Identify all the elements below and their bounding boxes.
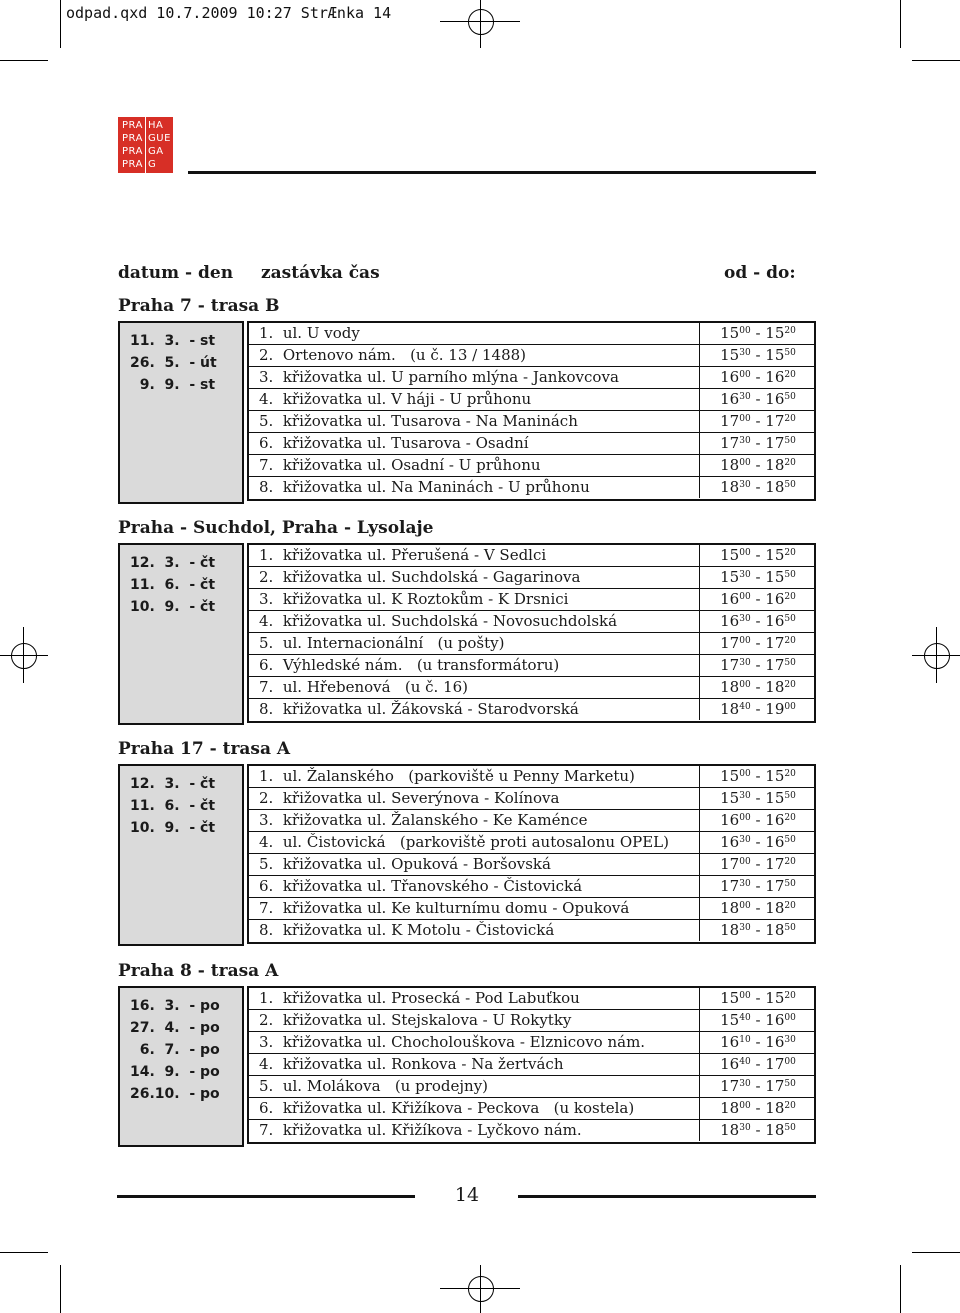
table-row [249, 766, 814, 788]
time-to-hour: 18 [765, 456, 785, 474]
time-to-minute: 20 [784, 592, 796, 602]
time-range: $17^{00} - 17^{20}$ [699, 633, 816, 654]
time-range: $16^{40} - 17^{00}$ [699, 1054, 816, 1075]
table-row [249, 611, 814, 633]
table-row [249, 345, 814, 367]
time-from-hour: 18 [720, 678, 740, 696]
time-to-hour: 17 [765, 1055, 785, 1073]
time-to-hour: 15 [765, 346, 785, 364]
time-to-hour: 17 [765, 412, 785, 430]
time-from-minute: 00 [739, 414, 751, 424]
footer-rule-left [117, 1195, 415, 1198]
time-from-minute: 00 [739, 370, 751, 380]
time-from-hour: 16 [720, 590, 740, 608]
time-from-minute: 30 [739, 835, 751, 845]
time-to-hour: 18 [765, 678, 785, 696]
date-line: 10. 9. - čt [130, 820, 216, 836]
stop-name: 4. křižovatka ul. Ronkova - Na žertvách [259, 1055, 564, 1073]
table-row [249, 876, 814, 898]
time-to-hour: 16 [765, 811, 785, 829]
time-from-hour: 18 [720, 921, 740, 939]
time-from-hour: 18 [720, 899, 740, 917]
time-from-minute: 30 [739, 614, 751, 624]
page-number: 14 [454, 1184, 480, 1206]
time-range: $15^{30} - 15^{50}$ [699, 567, 816, 588]
time-from-hour: 15 [720, 546, 740, 564]
time-to-minute: 50 [784, 614, 796, 624]
table-row [249, 699, 814, 721]
date-box [118, 543, 244, 725]
time-range: $16^{30} - 16^{50}$ [699, 832, 816, 853]
crop-mark [912, 60, 960, 61]
time-to-hour: 17 [765, 855, 785, 873]
date-line: 14. 9. - po [130, 1064, 220, 1080]
time-from-minute: 00 [739, 1101, 751, 1111]
time-to-minute: 20 [784, 680, 796, 690]
time-to-hour: 16 [765, 612, 785, 630]
table-row [249, 988, 814, 1010]
header-stop-time: zastávka čas [261, 263, 380, 283]
stop-name: 7. křižovatka ul. Křižíkova - Lyčkovo nám. [259, 1121, 582, 1139]
time-from-hour: 18 [720, 456, 740, 474]
stop-name: 3. křižovatka ul. U parního mlýna - Jankovcova [259, 368, 619, 386]
section-title: Praha 7 - trasa B [118, 296, 280, 316]
date-line: 9. 9. - st [130, 377, 216, 393]
time-range: $17^{30} - 17^{50}$ [699, 1076, 816, 1097]
time-from-hour: 15 [720, 324, 740, 342]
time-from-hour: 16 [720, 390, 740, 408]
schedule-table [247, 764, 816, 944]
time-to-minute: 20 [784, 991, 796, 1001]
time-to-minute: 50 [784, 480, 796, 490]
stop-name: 2. křižovatka ul. Stejskalova - U Rokytky [259, 1011, 572, 1029]
time-to-minute: 50 [784, 835, 796, 845]
time-to-hour: 15 [765, 324, 785, 342]
crop-mark [60, 0, 61, 48]
time-to-minute: 20 [784, 1101, 796, 1111]
table-row [249, 1054, 814, 1076]
section-title: Praha - Suchdol, Praha - Lysolaje [118, 518, 434, 538]
time-range: $15^{00} - 15^{20}$ [699, 323, 816, 344]
time-to-hour: 16 [765, 390, 785, 408]
time-from-hour: 17 [720, 656, 740, 674]
time-range: $15^{40} - 16^{00}$ [699, 1010, 816, 1031]
date-line: 6. 7. - po [130, 1042, 220, 1058]
crop-mark [0, 1252, 48, 1253]
time-range: $15^{30} - 15^{50}$ [699, 788, 816, 809]
time-range: $18^{30} - 18^{50}$ [699, 1120, 816, 1141]
time-from-minute: 30 [739, 658, 751, 668]
time-from-hour: 16 [720, 612, 740, 630]
time-from-minute: 00 [739, 991, 751, 1001]
date-line: 11. 6. - čt [130, 798, 216, 814]
time-to-minute: 00 [784, 1013, 796, 1023]
crop-mark [900, 1265, 901, 1313]
date-line: 16. 3. - po [130, 998, 220, 1014]
time-from-hour: 16 [720, 368, 740, 386]
time-to-hour: 17 [765, 634, 785, 652]
crop-mark [912, 1252, 960, 1253]
time-to-minute: 50 [784, 658, 796, 668]
time-to-minute: 50 [784, 436, 796, 446]
time-range: $15^{00} - 15^{20}$ [699, 545, 816, 566]
table-row [249, 854, 814, 876]
time-from-minute: 40 [739, 702, 751, 712]
date-box [118, 764, 244, 946]
time-from-hour: 16 [720, 1055, 740, 1073]
table-row [249, 1120, 814, 1142]
table-row [249, 433, 814, 455]
time-to-minute: 20 [784, 813, 796, 823]
time-to-hour: 15 [765, 546, 785, 564]
stop-name: 3. křižovatka ul. Chocholouškova - Elznicovo nám. [259, 1033, 646, 1051]
time-from-minute: 30 [739, 480, 751, 490]
time-to-hour: 18 [765, 1121, 785, 1139]
time-from-minute: 40 [739, 1013, 751, 1023]
time-to-minute: 20 [784, 326, 796, 336]
section-title: Praha 17 - trasa A [118, 739, 291, 759]
stop-name: 6. křižovatka ul. Křižíkova - Peckova (u kostela) [259, 1099, 635, 1117]
time-from-hour: 16 [720, 1033, 740, 1051]
time-to-minute: 20 [784, 901, 796, 911]
time-to-hour: 15 [765, 789, 785, 807]
stop-name: 2. Ortenovo nám. (u č. 13 / 1488) [259, 346, 527, 364]
time-to-minute: 20 [784, 769, 796, 779]
time-from-minute: 00 [739, 813, 751, 823]
time-from-minute: 30 [739, 392, 751, 402]
time-range: $18^{40} - 19^{00}$ [699, 699, 816, 720]
time-to-minute: 00 [784, 702, 796, 712]
time-from-minute: 30 [739, 791, 751, 801]
time-to-minute: 20 [784, 370, 796, 380]
table-row [249, 411, 814, 433]
header-from-to: od - do: [724, 263, 796, 283]
time-to-hour: 18 [765, 1099, 785, 1117]
table-row [249, 633, 814, 655]
time-to-minute: 50 [784, 791, 796, 801]
table-row [249, 1010, 814, 1032]
table-row [249, 567, 814, 589]
section-title: Praha 8 - trasa A [118, 961, 279, 981]
stop-name: 8. křižovatka ul. Na Maninách - U průhonu [259, 478, 590, 496]
time-from-minute: 00 [739, 857, 751, 867]
time-from-hour: 18 [720, 700, 740, 718]
stop-name: 2. křižovatka ul. Severýnova - Kolínova [259, 789, 560, 807]
date-line: 11. 3. - st [130, 333, 216, 349]
time-from-minute: 00 [739, 769, 751, 779]
time-from-minute: 30 [739, 348, 751, 358]
time-range: $15^{00} - 15^{20}$ [699, 988, 816, 1009]
time-from-hour: 17 [720, 634, 740, 652]
table-row [249, 477, 814, 499]
crop-mark [900, 0, 901, 48]
time-to-hour: 17 [765, 1077, 785, 1095]
time-from-minute: 30 [739, 436, 751, 446]
time-range: $16^{00} - 16^{20}$ [699, 589, 816, 610]
time-to-hour: 15 [765, 767, 785, 785]
time-to-hour: 16 [765, 833, 785, 851]
time-from-hour: 16 [720, 811, 740, 829]
table-row [249, 788, 814, 810]
time-from-hour: 15 [720, 1011, 740, 1029]
time-to-hour: 17 [765, 656, 785, 674]
table-row [249, 655, 814, 677]
time-from-hour: 17 [720, 1077, 740, 1095]
date-box [118, 986, 244, 1147]
time-to-hour: 19 [765, 700, 785, 718]
table-row [249, 367, 814, 389]
stop-name: 1. křižovatka ul. Prosecká - Pod Labuťkou [259, 989, 580, 1007]
time-to-hour: 17 [765, 877, 785, 895]
header-rule [188, 171, 816, 174]
time-from-hour: 15 [720, 989, 740, 1007]
time-from-minute: 00 [739, 326, 751, 336]
time-from-minute: 10 [739, 1035, 751, 1045]
time-from-hour: 17 [720, 412, 740, 430]
table-row [249, 323, 814, 345]
date-line: 10. 9. - čt [130, 599, 216, 615]
time-to-minute: 50 [784, 1123, 796, 1133]
time-to-minute: 50 [784, 392, 796, 402]
table-row [249, 1076, 814, 1098]
print-slug: odpad.qxd 10.7.2009 10:27 StrÆnka 14 [66, 4, 392, 22]
time-range: $18^{30} - 18^{50}$ [699, 920, 816, 941]
prague-logo: PRA HA PRA GUE PRA GA PRA G [118, 117, 173, 173]
time-range: $16^{00} - 16^{20}$ [699, 367, 816, 388]
time-to-hour: 17 [765, 434, 785, 452]
time-to-minute: 20 [784, 636, 796, 646]
time-range: $16^{30} - 16^{50}$ [699, 389, 816, 410]
time-from-minute: 30 [739, 923, 751, 933]
time-to-minute: 50 [784, 348, 796, 358]
time-from-hour: 17 [720, 855, 740, 873]
date-line: 12. 3. - čt [130, 776, 216, 792]
time-range: $17^{30} - 17^{50}$ [699, 655, 816, 676]
stop-name: 1. ul. Žalanského (parkoviště u Penny Marketu) [259, 767, 635, 785]
time-to-minute: 50 [784, 923, 796, 933]
stop-name: 7. křižovatka ul. Ke kulturnímu domu - Opuková [259, 899, 630, 917]
time-to-hour: 16 [765, 368, 785, 386]
time-to-hour: 18 [765, 899, 785, 917]
time-from-minute: 30 [739, 570, 751, 580]
time-from-minute: 00 [739, 592, 751, 602]
stop-name: 8. křižovatka ul. Žákovská - Starodvorská [259, 700, 579, 718]
time-range: $17^{30} - 17^{50}$ [699, 433, 816, 454]
date-line: 11. 6. - čt [130, 577, 216, 593]
time-to-minute: 30 [784, 1035, 796, 1045]
date-box [118, 321, 244, 504]
time-range: $18^{00} - 18^{20}$ [699, 455, 816, 476]
stop-name: 3. křižovatka ul. Žalanského - Ke Kaménce [259, 811, 588, 829]
date-line: 27. 4. - po [130, 1020, 220, 1036]
table-row [249, 455, 814, 477]
table-row [249, 589, 814, 611]
crop-mark [60, 1265, 61, 1313]
stop-name: 4. křižovatka ul. Suchdolská - Novosuchdolská [259, 612, 618, 630]
table-row [249, 920, 814, 942]
time-from-hour: 18 [720, 1121, 740, 1139]
time-from-hour: 15 [720, 767, 740, 785]
time-from-hour: 15 [720, 789, 740, 807]
schedule-table [247, 321, 816, 501]
time-range: $17^{00} - 17^{20}$ [699, 854, 816, 875]
time-range: $18^{30} - 18^{50}$ [699, 477, 816, 498]
stop-name: 1. křižovatka ul. Přerušená - V Sedlci [259, 546, 547, 564]
table-row [249, 810, 814, 832]
time-range: $16^{30} - 16^{50}$ [699, 611, 816, 632]
time-from-hour: 15 [720, 346, 740, 364]
table-row [249, 1098, 814, 1120]
time-from-hour: 17 [720, 877, 740, 895]
time-range: $16^{10} - 16^{30}$ [699, 1032, 816, 1053]
time-range: $15^{30} - 15^{50}$ [699, 345, 816, 366]
time-to-minute: 20 [784, 857, 796, 867]
date-line: 26. 5. - út [130, 355, 217, 371]
date-line: 26.10. - po [130, 1086, 220, 1102]
time-from-minute: 00 [739, 636, 751, 646]
time-to-minute: 00 [784, 1057, 796, 1067]
table-row [249, 898, 814, 920]
time-to-minute: 20 [784, 548, 796, 558]
time-from-hour: 15 [720, 568, 740, 586]
schedule-table [247, 986, 816, 1144]
time-range: $18^{00} - 18^{20}$ [699, 677, 816, 698]
table-row [249, 1032, 814, 1054]
time-from-minute: 00 [739, 548, 751, 558]
time-to-hour: 16 [765, 590, 785, 608]
time-to-hour: 18 [765, 478, 785, 496]
time-to-minute: 50 [784, 570, 796, 580]
stop-name: 2. křižovatka ul. Suchdolská - Gagarinova [259, 568, 581, 586]
time-from-minute: 30 [739, 1079, 751, 1089]
stop-name: 6. křižovatka ul. Třanovského - Čistovická [259, 877, 583, 895]
time-from-hour: 18 [720, 1099, 740, 1117]
time-from-minute: 30 [739, 1123, 751, 1133]
time-from-hour: 17 [720, 434, 740, 452]
time-from-minute: 00 [739, 458, 751, 468]
date-line: 12. 3. - čt [130, 555, 216, 571]
time-to-minute: 50 [784, 879, 796, 889]
time-to-minute: 20 [784, 414, 796, 424]
stop-name: 5. křižovatka ul. Tusarova - Na Maninách [259, 412, 578, 430]
time-range: $16^{00} - 16^{20}$ [699, 810, 816, 831]
time-to-hour: 16 [765, 1033, 785, 1051]
table-row [249, 832, 814, 854]
time-to-minute: 50 [784, 1079, 796, 1089]
time-range: $17^{30} - 17^{50}$ [699, 876, 816, 897]
stop-name: 7. ul. Hřebenová (u č. 16) [259, 678, 469, 696]
stop-name: 6. křižovatka ul. Tusarova - Osadní [259, 434, 529, 452]
time-range: $17^{00} - 17^{20}$ [699, 411, 816, 432]
stop-name: 1. ul. U vody [259, 324, 360, 342]
time-range: $18^{00} - 18^{20}$ [699, 898, 816, 919]
time-from-minute: 30 [739, 879, 751, 889]
header-date: datum - den [118, 263, 234, 283]
stop-name: 5. křižovatka ul. Opuková - Boršovská [259, 855, 551, 873]
table-row [249, 545, 814, 567]
time-from-minute: 40 [739, 1057, 751, 1067]
schedule-table [247, 543, 816, 723]
time-to-hour: 15 [765, 989, 785, 1007]
stop-name: 4. křižovatka ul. V háji - U průhonu [259, 390, 532, 408]
time-to-hour: 15 [765, 568, 785, 586]
time-to-hour: 16 [765, 1011, 785, 1029]
time-range: $15^{00} - 15^{20}$ [699, 766, 816, 787]
time-from-hour: 16 [720, 833, 740, 851]
time-from-hour: 18 [720, 478, 740, 496]
stop-name: 7. křižovatka ul. Osadní - U průhonu [259, 456, 541, 474]
stop-name: 5. ul. Molákova (u prodejny) [259, 1077, 489, 1095]
table-row [249, 389, 814, 411]
time-from-minute: 00 [739, 680, 751, 690]
stop-name: 8. křižovatka ul. K Motolu - Čistovická [259, 921, 555, 939]
time-to-hour: 18 [765, 921, 785, 939]
crop-mark [0, 60, 48, 61]
stop-name: 4. ul. Čistovická (parkoviště proti autosalonu OPEL) [259, 833, 669, 851]
time-range: $18^{00} - 18^{20}$ [699, 1098, 816, 1119]
time-to-minute: 20 [784, 458, 796, 468]
table-row [249, 677, 814, 699]
stop-name: 5. ul. Internacionální (u pošty) [259, 634, 505, 652]
stop-name: 6. Výhledské nám. (u transformátoru) [259, 656, 560, 674]
stop-name: 3. křižovatka ul. K Roztokům - K Drsnici [259, 590, 569, 608]
time-from-minute: 00 [739, 901, 751, 911]
footer-rule-right [518, 1195, 816, 1198]
